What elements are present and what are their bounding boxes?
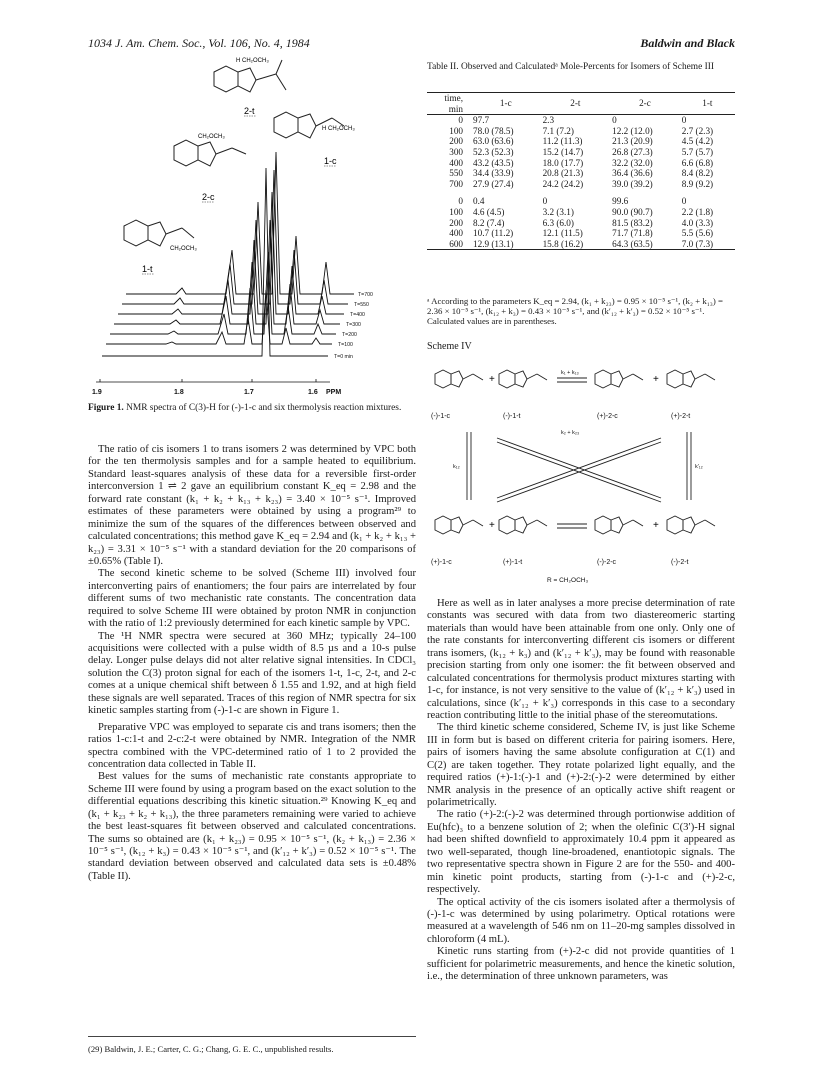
scheme4-diagram [427,352,735,592]
molecule-top-2 [499,370,547,388]
figure1-caption-label: Figure 1. [88,403,124,413]
table-header-row [427,93,735,115]
figure1-caption-text: NMR spectra of C(3)-H for (-)-1-c and six thermolysis reaction mixtures. [123,403,402,413]
left-column-text [88,444,416,883]
arrow-label: k₂ + k₂₃ [561,430,580,436]
table2-title: Table II. Observed and Calculatedᵃ Mole-Percents for Isomers of Scheme III [427,62,714,72]
structure-2-t [214,60,286,92]
arrow-label: k₁ + k₁₃ [561,370,579,376]
axis-unit-label: PPM [326,389,342,396]
axis-tick-label: 1.7 [244,389,254,396]
paragraph: The optical activity of the cis isomers isolated after a thermolysis of (-)-1-c was determined by using polarimetry. Optical rotations were measured at a wavelength of 546 nm on 11–20-mg samples dissolved in chloroform (4 mL). [427,896,735,945]
svg-text:H CH₂OCH₃: H CH₂OCH₃ [322,126,355,132]
svg-text:CH₂OCH₃: CH₂OCH₃ [170,246,197,252]
figure1-caption [88,403,416,414]
scheme-label-top: (+)-2-c [597,413,618,420]
table-row: 200 63.0 (63.6) 11.2 (11.3) 21.3 (20.9) 4.5 (4.2) [449,136,714,147]
trace-label: T=700 [358,292,373,298]
molecule-bottom-2 [499,516,547,534]
trace-label: T=400 [350,312,365,318]
table-row: 400 43.2 (43.5) 18.0 (17.7) 32.2 (32.0) 6.6 (6.8) [449,157,714,168]
paragraph: The ratio of cis isomers 1 to trans isomers 2 was determined by VPC both for the ten thermolysis samples and for a sample heated to equilibrium. Standard least-squares analysis of these data for a reversible first-order interconversion 1 ⇌ 2 gave an equilibrium constant K_eq = 2.98 and the forward rate constant (k₁ + k₂ + k₁₃ + k₂₃) = 3.40 × 10⁻⁵ s⁻¹. Improved estimates of these parameters were obtained by using a program²⁹ to minimize the sum of the squares of the differences between observed and calculated concentrations; this method gave K_eq = 2.94 and (k₁ + k₂ + k₁₃ + k₂₃) = 3.31 × 10⁻⁵ s⁻¹ with a standard deviation for the 20 comparisons of ±0.65% (Table I). [88,444,416,567]
paragraph: The second kinetic scheme to be solved (Scheme III) involved four interconverting pairs of enantiomers; the four pairs are interrelated by four different sums of two mechanistic rate constants. The concentration data required to solve Scheme III were obtained by proton NMR in conjunction with the ratio of 1:2 previously determined for each kinetic sample by VPC. [88,568,416,630]
molecule-top-4 [667,370,715,388]
trace-label: T=200 [342,332,357,338]
svg-text:+: + [489,520,495,531]
scheme-label-top: (+)-2-t [671,413,691,420]
trace-labels [334,292,373,360]
paragraph: Kinetic runs starting from (+)-2-c did not provide quantities of 1 sufficient for polarimetric measurements, and hence the kinetic solution, i.e., the determination of three unknown parameters, was [427,946,735,983]
scheme-label-top: (-)-1-c [431,413,451,420]
table-row: 700 27.9 (27.4) 24.2 (24.2) 39.0 (39.2) 8.9 (9.2) [449,178,714,189]
structure-label-2-t: 2-t [244,106,255,116]
axis-tick-label: 1.6 [308,389,318,396]
nmr-trace [118,192,344,314]
arrow-label: k₁₂ [453,464,460,470]
r-group-definition: R = CH₂OCH₃ [547,577,589,584]
trace-label: T=300 [346,322,361,328]
svg-text:CH₂OCH₃: CH₂OCH₃ [198,134,225,140]
trace-label: T=0 min [334,354,353,360]
column-header: 1-c [499,98,512,109]
paragraph: The ¹H NMR spectra were secured at 360 MHz; typically 24–100 acquisitions were collected with a pulse width of 8.5 µs and a 10-s pulse delay. Longer pulse delays did not alter relative signal intensities. In CDCl₃ solution the C(3) proton signal for each of the isomers 1-t, 1-c, 2-t, and 2-c comes at a unique chemical shift between δ 1.55 and 1.92, and at high field these signals are well separated. Traces of this region of NMR spectra for six kinetic samples starting from (-)-1-c are shown in Figure 1. [88,630,416,717]
nmr-traces [102,152,354,356]
table-row: 100 4.6 (4.5) 3.2 (3.1) 90.0 (90.7) 2.2 (1.8) [449,206,714,217]
structure-label-1-c: 1-c [324,156,337,166]
table-row: 100 78.0 (78.5) 7.1 (7.2) 12.2 (12.0) 2.7 (2.3) [449,125,714,136]
molecule-top-3 [595,370,643,388]
scheme-label-bottom: (+)-1-c [431,559,452,566]
svg-text:+: + [653,520,659,531]
svg-text:+: + [489,374,495,385]
footnote-29: (29) Baldwin, J. E.; Carter, C. G.; Chang, G. E. C., unpublished results. [88,1044,334,1054]
table-row: 0 0.4 0 99.6 0 [458,196,687,207]
molecule-bottom-3 [595,516,643,534]
svg-text:+: + [653,374,659,385]
arrow-label: k′₁₂ [695,464,703,470]
footnote-rule [88,1036,416,1037]
paragraph: Preparative VPC was employed to separate cis and trans isomers; then the ratios 1-c:1-t and 2-c:2-t were obtained by NMR. Integration of the NMR spectra combined with the VPC-determined ratio of 1 to 2 provided the concentration data collected in Table II. [88,721,416,770]
paragraph: Best values for the sums of mechanistic rate constants appropriate to Scheme III were found by using a program based on the exact solution to the differential equations describing this kinetic situation.²⁹ Knowing K_eq and (k₁ + k₂₃ + k₂ + k₁₃), the three parameters remaining were varied to achieve the best least-squares fit between observed and calculated concentrations. The sums so obtained are (k₁ + k₂₃) = 0.95 × 10⁻⁵ s⁻¹, (k₂ + k₁₃) = 2.36 × 10⁻⁵ s⁻¹, (k₁₂ + k₃) = 0.43 × 10⁻⁵ s⁻¹, and (k′₁₂ + k′₃) = 0.52 × 10⁻⁵ s⁻¹. The standard deviation between observed and calculated data sets is ±0.48% (Table II). [88,771,416,882]
table2-footnote: ᵃ According to the parameters K_eq = 2.94, (k₁ + k₂₃) = 0.95 × 10⁻⁵ s⁻¹, (k₂ + k₁₃) = 2.36 × 10⁻⁵ s⁻¹, (k₁₂ + k₃) = 0.43 × 10⁻⁵ s⁻¹, and (k′₁₂ + k′₃) = 0.52 × 10⁻⁵ s⁻¹. Calculated values are in parentheses. [427,296,723,327]
running-header-authors: Baldwin and Black [640,36,735,50]
table-row: 400 10.7 (11.2) 12.1 (11.5) 71.7 (71.8) 5.5 (5.6) [449,228,714,239]
axis-tick-label: 1.9 [92,389,102,396]
molecule-bottom-4 [667,516,715,534]
structure-1-t [124,220,194,246]
table-row: 0 97.7 2.3 0 0 [458,115,687,126]
svg-text:H CH₂OCH₃: H CH₂OCH₃ [236,58,269,64]
structure-label-2-c: 2-c [202,192,215,202]
column-header: time, min [444,93,463,114]
table-row: 200 8.2 (7.4) 6.3 (6.0) 81.5 (83.2) 4.0 (3.3) [449,217,714,228]
nmr-trace [106,290,332,344]
axis-tick-label: 1.8 [174,389,184,396]
table-row: 300 52.3 (52.3) 15.2 (14.7) 26.8 (27.3) 5.7 (5.7) [449,146,714,157]
molecule-top-1 [435,370,483,388]
trace-label: T=100 [338,342,353,348]
paragraph: Here as well as in later analyses a more precise determination of rate constants was secured with data from two diastereomeric starting materials than would have been attainable from one only. Only one of the rate constants for interconverting different cis isomers or different trans isomers, (k₁₂ + k₃) and (k′₁₂ + k′₃), may be found with reasonable precision starting from only one isomer: the fit between observed and calculated concentrations for thermolysis product mixtures starting with 1-c, for instance, is not very sensitive to the value of (k′₁₂ + k′₃) used in calculations, since (k′₁₂ + k′₃) corresponds in this case to a secondary reaction contributing little to the initial phase of the stereomutations. [427,598,735,721]
scheme4-title: Scheme IV [427,341,472,352]
trace-label: T=550 [354,302,369,308]
column-header: 2-c [639,98,651,109]
structure-label-1-t: 1-t [142,264,153,274]
figure1-nmr-spectra [86,52,416,402]
column-header: 2-t [570,98,581,109]
right-column-text [427,598,735,984]
scheme-label-top: (-)-1-t [503,413,521,420]
running-header-journal: 1034 J. Am. Chem. Soc., Vol. 106, No. 4, 1984 [88,36,310,50]
paragraph: The ratio (+)-2:(-)-2 was determined through portionwise addition of Eu(hfc)₃ to a benzene solution of 2; when the olefinic C(3′)-H signal had been shifted downfield to approximately 10.4 ppm it appeared as two well-separated, though line-broadened, enantiotopic signals. The two representative spectra shown in Figure 2 are for the 550- and 400-min kinetic point products, starting from (-)-1-c and (+)-2-c, respectively. [427,809,735,896]
molecule-bottom-1 [435,516,483,534]
table2 [427,92,735,250]
paragraph: The third kinetic scheme considered, Scheme IV, is just like Scheme III in form but is based on different criteria for pairing isomers. Here, pairs of isomers having the same absolute configuration at C(1) and C(2) are taken together. They rotate polarized light equally, and the required ratios (+)-1:(-)-1 and (+)-2:(-)-2 were determined by either NMR analysis in the presence of an optically active shift reagent or polarimetrically. [427,722,735,808]
table-row: 600 12.9 (13.1) 15.8 (16.2) 64.3 (63.5) 7.0 (7.3) [427,239,735,250]
structure-2-c [174,140,246,166]
table-row: 550 34.4 (33.9) 20.8 (21.3) 36.4 (36.6) 8.4 (8.2) [449,168,714,179]
scheme-label-bottom: (+)-1-t [503,559,523,566]
scheme-label-bottom: (-)-2-t [671,559,689,566]
structure-1-c [274,112,344,138]
column-header: 1-t [702,98,713,109]
scheme-label-bottom: (-)-2-c [597,559,617,566]
